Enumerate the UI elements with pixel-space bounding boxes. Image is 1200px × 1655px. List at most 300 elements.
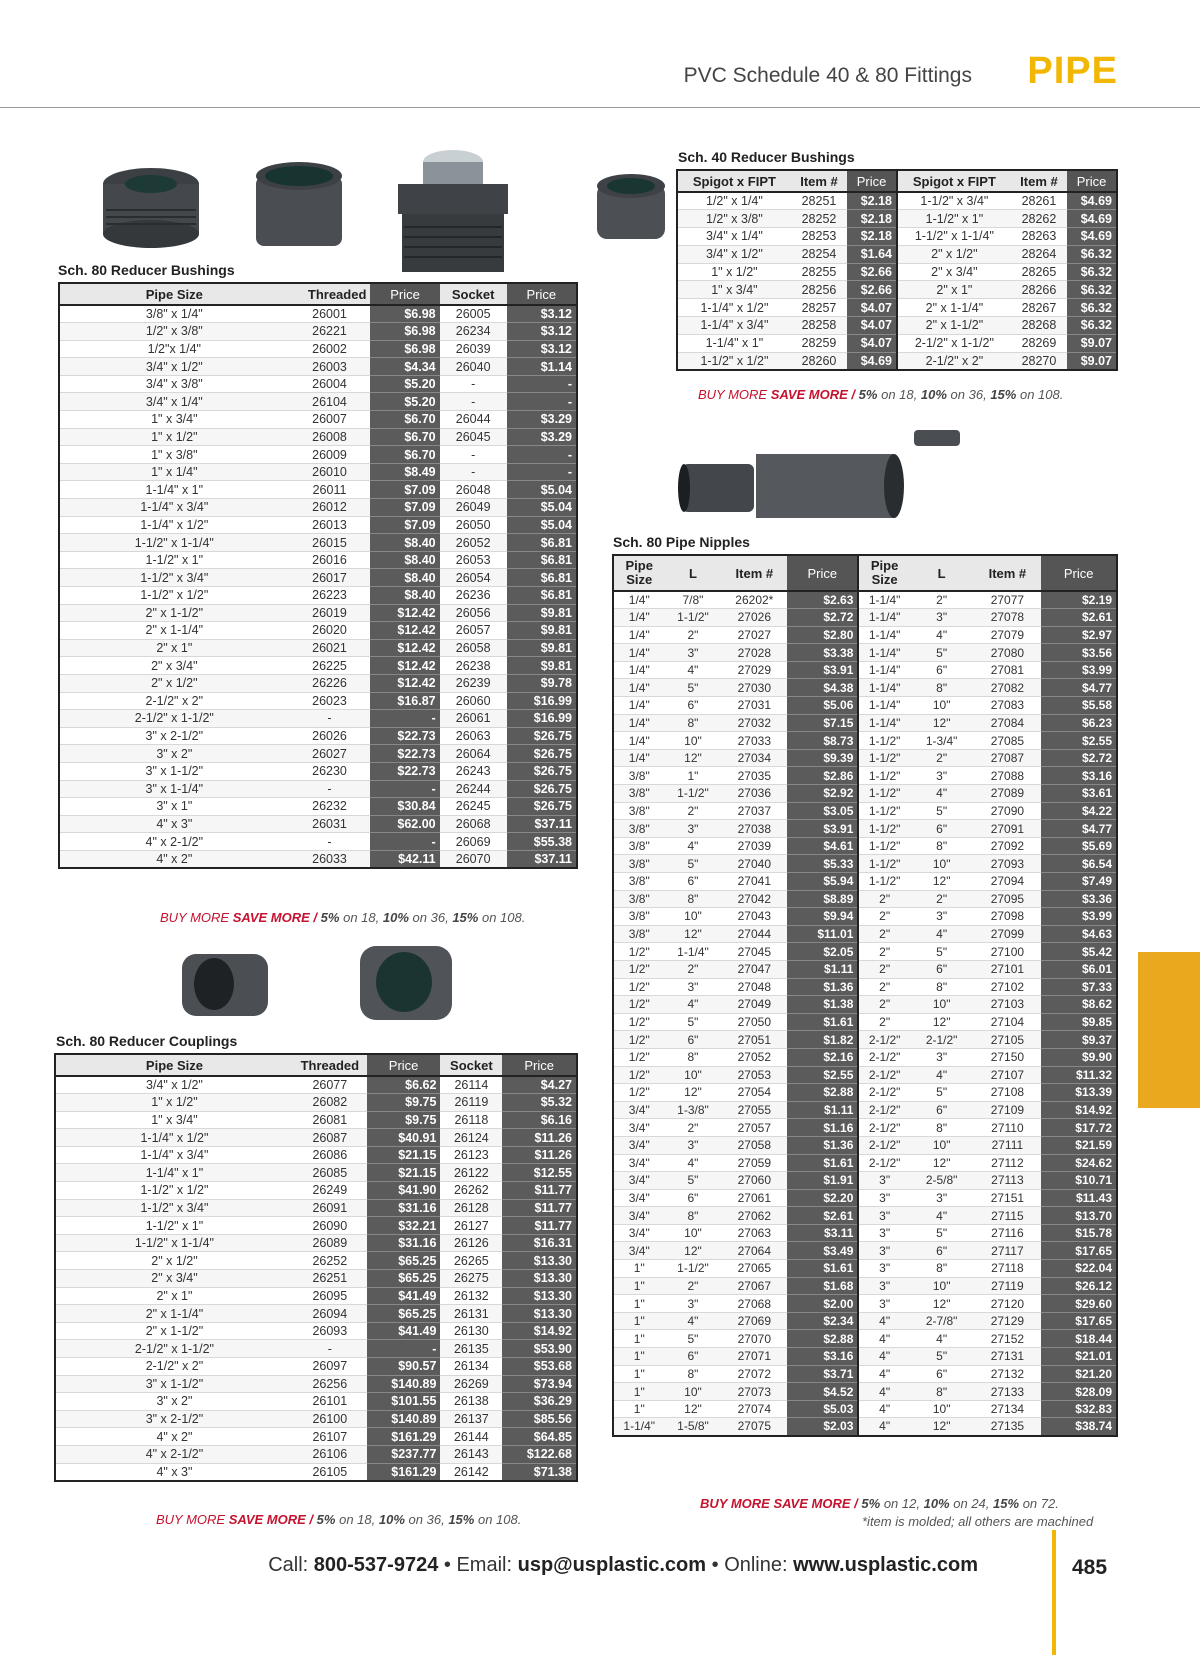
- table-cell: 27060: [721, 1172, 787, 1190]
- price-cell: $21.15: [367, 1146, 441, 1164]
- price-cell: $40.91: [367, 1129, 441, 1147]
- table-cell: 26077: [293, 1076, 367, 1094]
- table-cell: 1-1/2": [858, 749, 909, 767]
- table-cell: 27078: [973, 609, 1041, 627]
- table-row: [55, 1234, 577, 1252]
- table-cell: 1/2" x 3/8": [59, 323, 289, 341]
- table-cell: 28257: [791, 299, 847, 317]
- price-cell: $32.83: [1041, 1400, 1117, 1418]
- table-cell: 4": [858, 1330, 909, 1348]
- table-cell: 1/2": [613, 978, 664, 996]
- price-cell: $2.16: [787, 1048, 858, 1066]
- table-cell: 1": [613, 1260, 664, 1278]
- table-cell: 26085: [293, 1164, 367, 1182]
- table-cell: 26081: [293, 1111, 367, 1129]
- table-row: [613, 996, 1117, 1014]
- price-cell: $3.61: [1041, 785, 1117, 803]
- table-cell: 26138: [440, 1393, 502, 1411]
- table-row: [613, 1365, 1117, 1383]
- table-cell: 26033: [289, 850, 371, 868]
- col-header: Price: [370, 283, 439, 305]
- table-cell: 10": [910, 1136, 974, 1154]
- table-row: [613, 1048, 1117, 1066]
- price-cell: $9.07: [1067, 334, 1117, 352]
- table-cell: 28266: [1011, 281, 1067, 299]
- table-row: [59, 815, 577, 833]
- table-cell: 26269: [440, 1375, 502, 1393]
- price-cell: $71.38: [502, 1463, 577, 1481]
- table-cell: 2": [664, 1119, 721, 1137]
- section-brand-label: PIPE: [1027, 50, 1118, 92]
- website-link[interactable]: www.usplastic.com: [793, 1554, 978, 1576]
- table-cell: 27134: [973, 1400, 1041, 1418]
- table-cell: 26007: [289, 411, 371, 429]
- table-cell: 26094: [293, 1305, 367, 1323]
- table-cell: 27059: [721, 1154, 787, 1172]
- table-cell: 2" x 1/2": [55, 1252, 293, 1270]
- table-cell: 26202*: [721, 591, 787, 609]
- table-cell: 27027: [721, 626, 787, 644]
- price-cell: $21.15: [367, 1164, 441, 1182]
- table-row: [613, 661, 1117, 679]
- price-cell: $3.56: [1041, 644, 1117, 662]
- table-cell: 1-1/4": [613, 1418, 664, 1436]
- table-cell: 3": [910, 609, 974, 627]
- table-cell: -: [293, 1340, 367, 1358]
- price-cell: $22.73: [370, 727, 439, 745]
- table-cell: 27030: [721, 679, 787, 697]
- sch80-couplings-title: Sch. 80 Reducer Couplings: [56, 1033, 238, 1049]
- table-cell: 4": [910, 626, 974, 644]
- table-cell: 1-1/2" x 3/4": [59, 569, 289, 587]
- table-cell: 1-1/2" x 1": [55, 1217, 293, 1235]
- table-cell: 1" x 3/4": [677, 281, 791, 299]
- price-cell: $13.39: [1041, 1084, 1117, 1102]
- price-cell: $53.68: [502, 1358, 577, 1376]
- sch80-bushings-table: [58, 282, 578, 869]
- table-cell: 2": [664, 960, 721, 978]
- table-cell: 12": [664, 925, 721, 943]
- table-cell: 3/8": [613, 855, 664, 873]
- col-header: Pipe Size: [613, 555, 664, 591]
- table-cell: 12": [664, 1400, 721, 1418]
- table-cell: 3" x 2-1/2": [55, 1410, 293, 1428]
- table-cell: 26027: [289, 745, 371, 763]
- table-cell: 4": [910, 1066, 974, 1084]
- table-cell: 1-1/2" x 3/4": [897, 192, 1011, 210]
- table-row: [613, 1207, 1117, 1225]
- table-row: [59, 639, 577, 657]
- table-cell: 3/8": [613, 908, 664, 926]
- table-cell: 8": [910, 978, 974, 996]
- table-cell: 27131: [973, 1348, 1041, 1366]
- table-cell: 8": [664, 1207, 721, 1225]
- table-cell: 26082: [293, 1094, 367, 1112]
- price-cell: $9.81: [507, 639, 577, 657]
- table-row: [613, 591, 1117, 609]
- table-cell: 6": [664, 1031, 721, 1049]
- table-cell: 3/4" x 3/8": [59, 375, 289, 393]
- table-cell: 6": [664, 697, 721, 715]
- price-cell: $85.56: [502, 1410, 577, 1428]
- price-cell: $5.32: [502, 1094, 577, 1112]
- table-cell: 1-1/4" x 3/4": [55, 1146, 293, 1164]
- table-row: [55, 1252, 577, 1270]
- table-cell: 10": [664, 1066, 721, 1084]
- table-cell: 1": [613, 1365, 664, 1383]
- table-row: [677, 192, 1117, 210]
- price-cell: $41.90: [367, 1182, 441, 1200]
- price-cell: -: [507, 446, 577, 464]
- price-cell: $1.68: [787, 1277, 858, 1295]
- price-cell: $2.18: [847, 192, 897, 210]
- table-cell: 28255: [791, 263, 847, 281]
- price-cell: $9.94: [787, 908, 858, 926]
- price-cell: $6.81: [507, 569, 577, 587]
- price-cell: $3.99: [1041, 661, 1117, 679]
- price-cell: $5.42: [1041, 943, 1117, 961]
- price-cell: $26.75: [507, 798, 577, 816]
- table-row: [613, 1154, 1117, 1172]
- table-cell: 1-1/4" x 1": [55, 1164, 293, 1182]
- price-cell: $8.73: [787, 732, 858, 750]
- table-cell: 1": [613, 1348, 664, 1366]
- table-cell: 26262: [440, 1182, 502, 1200]
- table-cell: 27101: [973, 960, 1041, 978]
- table-row: [613, 1119, 1117, 1137]
- table-cell: 2" x 1": [55, 1287, 293, 1305]
- price-cell: $6.81: [507, 534, 577, 552]
- price-cell: $2.88: [787, 1330, 858, 1348]
- table-row: [59, 323, 577, 341]
- price-cell: $4.63: [1041, 925, 1117, 943]
- table-cell: 27072: [721, 1365, 787, 1383]
- table-cell: 3/8": [613, 890, 664, 908]
- table-cell: 27031: [721, 697, 787, 715]
- table-cell: 27133: [973, 1383, 1041, 1401]
- price-cell: -: [507, 375, 577, 393]
- table-cell: 28269: [1011, 334, 1067, 352]
- price-cell: $26.12: [1041, 1277, 1117, 1295]
- table-cell: 8": [664, 890, 721, 908]
- table-cell: 26049: [440, 499, 507, 517]
- table-cell: 1" x 3/8": [59, 446, 289, 464]
- table-cell: 1" x 3/4": [59, 411, 289, 429]
- buy-more-note-sch40: BUY MORE SAVE MORE / 5% on 18, 10% on 36, 15% on 108.: [698, 387, 1064, 402]
- table-cell: 26127: [440, 1217, 502, 1235]
- table-cell: 4" x 3": [59, 815, 289, 833]
- table-cell: 5": [910, 1224, 974, 1242]
- table-row: [55, 1164, 577, 1182]
- table-row: [613, 767, 1117, 785]
- table-cell: 28251: [791, 192, 847, 210]
- price-cell: $2.18: [847, 210, 897, 228]
- table-cell: 26015: [289, 534, 371, 552]
- table-cell: 2": [664, 802, 721, 820]
- table-cell: 1-1/2": [858, 855, 909, 873]
- table-cell: 1/4": [613, 749, 664, 767]
- table-cell: 1-1/2": [858, 732, 909, 750]
- table-row: [59, 674, 577, 692]
- price-cell: $2.72: [787, 609, 858, 627]
- table-cell: 27077: [973, 591, 1041, 609]
- table-cell: 5": [664, 679, 721, 697]
- table-row: [677, 317, 1117, 335]
- table-row: [55, 1182, 577, 1200]
- table-cell: 26118: [440, 1111, 502, 1129]
- price-cell: $5.04: [507, 481, 577, 499]
- footer-contact: Call: 800-537-9724 • Email: usp@usplastic.com • Online: www.usplastic.com: [268, 1554, 978, 1576]
- price-cell: $1.82: [787, 1031, 858, 1049]
- table-cell: 26221: [289, 323, 371, 341]
- buy-more-note-bushings: BUY MORE SAVE MORE / 5% on 18, 10% on 36, 15% on 108.: [160, 910, 526, 925]
- price-cell: $26.75: [507, 727, 577, 745]
- table-cell: 3/4" x 1/2": [55, 1076, 293, 1094]
- table-cell: 26090: [293, 1217, 367, 1235]
- table-cell: 2": [910, 591, 974, 609]
- col-header: Price: [502, 1054, 577, 1076]
- col-header: Price: [367, 1054, 441, 1076]
- table-row: [59, 358, 577, 376]
- table-cell: 8": [910, 1383, 974, 1401]
- table-cell: 26003: [289, 358, 371, 376]
- price-cell: $21.20: [1041, 1365, 1117, 1383]
- table-cell: 27061: [721, 1189, 787, 1207]
- table-row: [59, 587, 577, 605]
- table-cell: 27119: [973, 1277, 1041, 1295]
- price-cell: $3.16: [1041, 767, 1117, 785]
- table-cell: 27105: [973, 1031, 1041, 1049]
- table-cell: 2-1/2": [858, 1154, 909, 1172]
- col-header: Spigot x FIPT: [677, 170, 791, 192]
- table-cell: 27117: [973, 1242, 1041, 1260]
- table-cell: 1-1/4" x 1/2": [677, 299, 791, 317]
- table-cell: 28253: [791, 228, 847, 246]
- price-cell: $4.34: [370, 358, 439, 376]
- col-header: Item #: [1011, 170, 1067, 192]
- table-cell: 27045: [721, 943, 787, 961]
- table-cell: 26142: [440, 1463, 502, 1481]
- table-cell: 27100: [973, 943, 1041, 961]
- price-cell: $2.00: [787, 1295, 858, 1313]
- table-cell: 8": [910, 1260, 974, 1278]
- price-cell: $4.07: [847, 334, 897, 352]
- table-cell: 26095: [293, 1287, 367, 1305]
- price-cell: $5.04: [507, 499, 577, 517]
- table-cell: 4": [858, 1348, 909, 1366]
- table-cell: 1/4": [613, 714, 664, 732]
- table-cell: 10": [664, 1383, 721, 1401]
- table-cell: 26105: [293, 1463, 367, 1481]
- price-cell: $6.70: [370, 446, 439, 464]
- table-cell: 27057: [721, 1119, 787, 1137]
- table-row: [677, 263, 1117, 281]
- price-cell: $11.77: [502, 1199, 577, 1217]
- table-cell: 4" x 3": [55, 1463, 293, 1481]
- price-cell: $1.11: [787, 960, 858, 978]
- table-cell: 2" x 1": [59, 639, 289, 657]
- table-cell: 26063: [440, 727, 507, 745]
- price-cell: $17.65: [1041, 1312, 1117, 1330]
- price-cell: $14.92: [1041, 1101, 1117, 1119]
- price-cell: $17.72: [1041, 1119, 1117, 1137]
- table-cell: 27113: [973, 1172, 1041, 1190]
- table-cell: 2" x 3/4": [59, 657, 289, 675]
- table-row: [59, 798, 577, 816]
- table-cell: 3" x 1-1/2": [55, 1375, 293, 1393]
- price-cell: $3.12: [507, 305, 577, 323]
- table-cell: 6": [664, 1189, 721, 1207]
- table-cell: 27091: [973, 820, 1041, 838]
- price-cell: $9.90: [1041, 1048, 1117, 1066]
- table-row: [59, 727, 577, 745]
- table-cell: 1-1/4" x 3/4": [677, 317, 791, 335]
- table-row: [55, 1146, 577, 1164]
- table-cell: 27069: [721, 1312, 787, 1330]
- email-link[interactable]: usp@usplastic.com: [517, 1554, 707, 1576]
- price-cell: $53.90: [502, 1340, 577, 1358]
- table-cell: 27098: [973, 908, 1041, 926]
- table-cell: 27085: [973, 732, 1041, 750]
- table-cell: 3/8": [613, 837, 664, 855]
- table-row: [59, 569, 577, 587]
- price-cell: $6.70: [370, 428, 439, 446]
- table-cell: 27110: [973, 1119, 1041, 1137]
- table-cell: 3" x 1-1/4": [59, 780, 289, 798]
- price-cell: $37.11: [507, 850, 577, 868]
- table-cell: 3" x 1": [59, 798, 289, 816]
- price-cell: $16.31: [502, 1234, 577, 1252]
- table-cell: 27081: [973, 661, 1041, 679]
- table-cell: 4": [664, 1154, 721, 1172]
- table-cell: 10": [910, 855, 974, 873]
- table-cell: 5": [910, 1084, 974, 1102]
- table-row: [613, 1277, 1117, 1295]
- table-cell: 4": [910, 925, 974, 943]
- table-cell: 26101: [293, 1393, 367, 1411]
- table-cell: 26008: [289, 428, 371, 446]
- price-cell: $8.62: [1041, 996, 1117, 1014]
- table-cell: 1": [613, 1330, 664, 1348]
- table-cell: 4": [910, 1207, 974, 1225]
- price-cell: $37.11: [507, 815, 577, 833]
- col-header: Pipe Size: [858, 555, 909, 591]
- footer-divider: [1052, 1530, 1056, 1655]
- table-cell: 27129: [973, 1312, 1041, 1330]
- table-cell: 7/8": [664, 591, 721, 609]
- table-row: [55, 1340, 577, 1358]
- table-row: [677, 299, 1117, 317]
- table-cell: 27038: [721, 820, 787, 838]
- table-cell: 26243: [440, 762, 507, 780]
- price-cell: $65.25: [367, 1252, 441, 1270]
- table-cell: 3": [910, 767, 974, 785]
- table-cell: 3": [664, 978, 721, 996]
- table-cell: 1": [613, 1400, 664, 1418]
- table-row: [59, 604, 577, 622]
- table-cell: 27084: [973, 714, 1041, 732]
- table-cell: 26056: [440, 604, 507, 622]
- table-row: [59, 833, 577, 851]
- col-header: Pipe Size: [59, 283, 289, 305]
- table-cell: 1" x 1/4": [59, 463, 289, 481]
- price-cell: $28.09: [1041, 1383, 1117, 1401]
- table-cell: 26040: [440, 358, 507, 376]
- col-header: Socket: [440, 1054, 502, 1076]
- price-cell: $9.37: [1041, 1031, 1117, 1049]
- price-cell: $1.36: [787, 978, 858, 996]
- table-cell: 27042: [721, 890, 787, 908]
- sch40-bushings-table: [676, 169, 1118, 371]
- table-cell: 2": [910, 890, 974, 908]
- table-cell: 28267: [1011, 299, 1067, 317]
- price-cell: $29.60: [1041, 1295, 1117, 1313]
- table-cell: 1": [613, 1383, 664, 1401]
- phone-number[interactable]: 800-537-9724: [313, 1554, 439, 1576]
- table-cell: 2-5/8": [910, 1172, 974, 1190]
- table-row: [55, 1111, 577, 1129]
- table-cell: 2": [858, 960, 909, 978]
- table-row: [55, 1428, 577, 1446]
- col-header: Price: [1041, 555, 1117, 591]
- table-cell: 27064: [721, 1242, 787, 1260]
- price-cell: $41.49: [367, 1287, 441, 1305]
- table-cell: 3" x 2-1/2": [59, 727, 289, 745]
- price-cell: $4.38: [787, 679, 858, 697]
- table-cell: 3" x 1-1/2": [59, 762, 289, 780]
- price-cell: $2.86: [787, 767, 858, 785]
- table-cell: 3/4": [613, 1154, 664, 1172]
- table-cell: 2": [858, 908, 909, 926]
- table-cell: 26234: [440, 323, 507, 341]
- price-cell: $2.34: [787, 1312, 858, 1330]
- price-cell: $16.99: [507, 710, 577, 728]
- table-row: [59, 340, 577, 358]
- table-cell: 1": [613, 1312, 664, 1330]
- price-cell: $4.27: [502, 1076, 577, 1094]
- price-cell: $101.55: [367, 1393, 441, 1411]
- price-cell: $2.55: [787, 1066, 858, 1084]
- table-cell: 27095: [973, 890, 1041, 908]
- table-cell: 27070: [721, 1330, 787, 1348]
- price-cell: $9.85: [1041, 1013, 1117, 1031]
- table-cell: 27094: [973, 873, 1041, 891]
- table-cell: -: [440, 393, 507, 411]
- table-cell: 8": [910, 1119, 974, 1137]
- table-cell: 26132: [440, 1287, 502, 1305]
- table-cell: 1-1/4": [858, 626, 909, 644]
- sch40-bushing-photo: [594, 172, 668, 244]
- table-cell: 26031: [289, 815, 371, 833]
- price-cell: $3.49: [787, 1242, 858, 1260]
- col-header: Spigot x FIPT: [897, 170, 1011, 192]
- col-header: Pipe Size: [55, 1054, 293, 1076]
- price-cell: $237.77: [367, 1445, 441, 1463]
- table-cell: 26106: [293, 1445, 367, 1463]
- table-cell: 2" x 1-1/4": [55, 1305, 293, 1323]
- table-cell: 3/8" x 1/4": [59, 305, 289, 323]
- price-cell: $5.69: [1041, 837, 1117, 855]
- table-cell: 1-1/2" x 3/4": [55, 1199, 293, 1217]
- price-cell: $6.62: [367, 1076, 441, 1094]
- table-row: [59, 393, 577, 411]
- table-cell: 4": [664, 1312, 721, 1330]
- table-row: [613, 1084, 1117, 1102]
- table-cell: 8": [910, 837, 974, 855]
- table-cell: 1-1/4" x 1/2": [55, 1129, 293, 1147]
- price-cell: $26.75: [507, 780, 577, 798]
- table-cell: 2": [858, 978, 909, 996]
